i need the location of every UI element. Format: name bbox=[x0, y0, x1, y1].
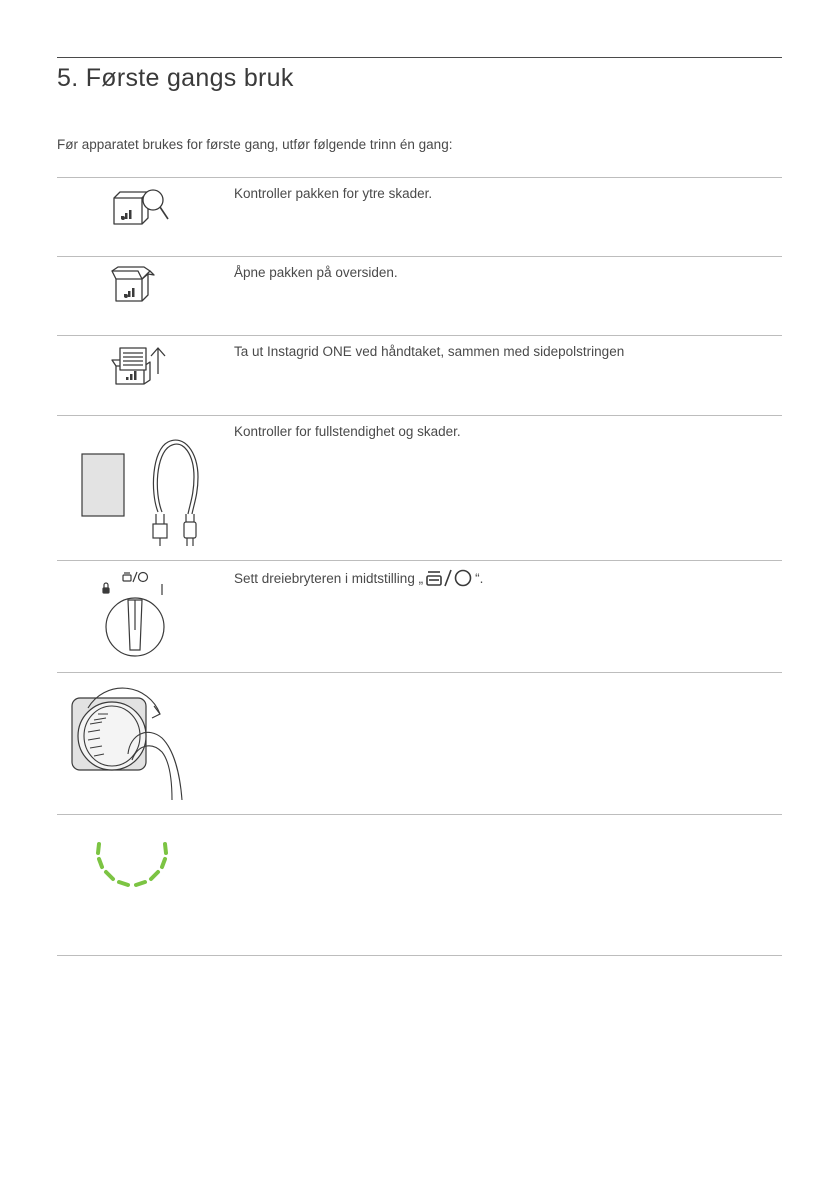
step-text: Åpne pakken på oversiden. bbox=[234, 265, 398, 280]
row-divider bbox=[57, 256, 782, 257]
header-rule bbox=[57, 57, 782, 58]
plug-socket-rotate-icon bbox=[68, 684, 198, 804]
intro-text: Før apparatet brukes for første gang, utfør følgende trinn én gang: bbox=[57, 137, 453, 152]
row-divider bbox=[57, 814, 782, 815]
row-divider bbox=[57, 560, 782, 561]
step-text: Ta ut Instagrid ONE ved håndtaket, sammen med sidepolstringen bbox=[234, 344, 625, 359]
green-led-ring-icon bbox=[90, 834, 174, 894]
cable-icon bbox=[153, 440, 198, 546]
row-divider bbox=[57, 177, 782, 178]
row-divider bbox=[57, 335, 782, 336]
open-package-icon bbox=[110, 265, 160, 305]
step-text-before: Sett dreiebryteren i midtstilling „ bbox=[234, 571, 424, 586]
contents-manual-cable-icon bbox=[80, 432, 210, 552]
page-title: 5. Første gangs bruk bbox=[57, 64, 294, 92]
row-divider bbox=[57, 415, 782, 416]
step-text bbox=[234, 569, 483, 587]
package-magnifier-icon bbox=[110, 186, 170, 226]
manual-booklet-icon bbox=[82, 454, 124, 516]
lift-device-icon bbox=[110, 344, 180, 386]
step-text-after: “. bbox=[475, 571, 484, 586]
step-text: Kontroller for fullstendighet og skader. bbox=[234, 424, 461, 439]
midposition-symbol-icon bbox=[425, 569, 473, 587]
step-text: Kontroller pakken for ytre skader. bbox=[234, 186, 433, 201]
row-divider bbox=[57, 672, 782, 673]
rotary-switch-icon bbox=[100, 570, 170, 666]
row-divider bbox=[57, 955, 782, 956]
